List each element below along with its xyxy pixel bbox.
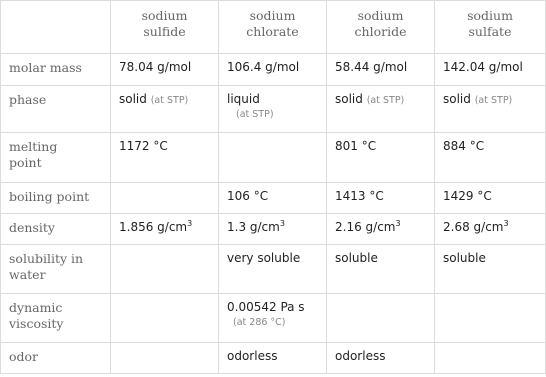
- table-row-density: [1, 214, 546, 245]
- table-cell: solid (at STP): [435, 86, 546, 133]
- table-row-boiling-point: [1, 183, 546, 214]
- table-cell: 106.4 g/mol: [219, 54, 327, 86]
- row-label-density: density: [1, 214, 111, 245]
- corner-cell: [1, 1, 111, 54]
- table-cell: [327, 294, 435, 343]
- table-cell: 78.04 g/mol: [111, 54, 219, 86]
- table-cell: [111, 183, 219, 214]
- table-row-molar-mass: [1, 54, 546, 86]
- table-cell: odorless: [219, 343, 327, 374]
- table-cell: [111, 294, 219, 343]
- table-cell: [219, 133, 327, 183]
- table-cell: 2.16 $g/cm^3$: [327, 214, 435, 245]
- table-row-solubility: [1, 245, 546, 294]
- row-label-viscosity: dynamic viscosity: [1, 294, 111, 343]
- table-cell: solid (at STP): [111, 86, 219, 133]
- row-label-solubility: solubility in water: [1, 245, 111, 294]
- table-cell: [111, 245, 219, 294]
- row-label-phase: phase: [1, 86, 111, 133]
- table-row-odor: [1, 343, 546, 374]
- column-header-sodium-chlorate: sodium chlorate: [219, 1, 327, 54]
- table-cell: soluble: [435, 245, 546, 294]
- column-header-sodium-chloride: sodium chloride: [327, 1, 435, 54]
- table-cell: liquid (at STP): [219, 86, 327, 133]
- table-cell: 1172 °C: [111, 133, 219, 183]
- column-header-sodium-sulfide: sodium sulfide: [111, 1, 219, 54]
- table-cell: 142.04 g/mol: [435, 54, 546, 86]
- row-label-molar-mass: molar mass: [1, 54, 111, 86]
- table-cell: 1413 °C: [327, 183, 435, 214]
- table-cell: odorless: [327, 343, 435, 374]
- table-cell: 2.68 $g/cm^3$: [435, 214, 546, 245]
- table-cell: 0.00542 Pa s (at 286 °C): [219, 294, 327, 343]
- table-cell: soluble: [327, 245, 435, 294]
- table-cell: 1.3 $g/cm^3$: [219, 214, 327, 245]
- table-cell: 1429 °C: [435, 183, 546, 214]
- table-cell: 884 °C: [435, 133, 546, 183]
- row-label-odor: odor: [1, 343, 111, 374]
- table-cell: [435, 294, 546, 343]
- table-row-melting-point: [1, 133, 546, 183]
- header-row: [1, 1, 546, 54]
- table-row-phase: [1, 86, 546, 133]
- row-label-boiling-point: boiling point: [1, 183, 111, 214]
- table-cell: [111, 343, 219, 374]
- table-cell: 106 °C: [219, 183, 327, 214]
- table-cell: solid (at STP): [327, 86, 435, 133]
- table-cell: 58.44 g/mol: [327, 54, 435, 86]
- table-row-viscosity: [1, 294, 546, 343]
- table-cell: [435, 343, 546, 374]
- row-label-melting-point: melting point: [1, 133, 111, 183]
- table-cell: 801 °C: [327, 133, 435, 183]
- table-cell: very soluble: [219, 245, 327, 294]
- column-header-sodium-sulfate: sodium sulfate: [435, 1, 546, 54]
- table-cell: 1.856 $g/cm^3$: [111, 214, 219, 245]
